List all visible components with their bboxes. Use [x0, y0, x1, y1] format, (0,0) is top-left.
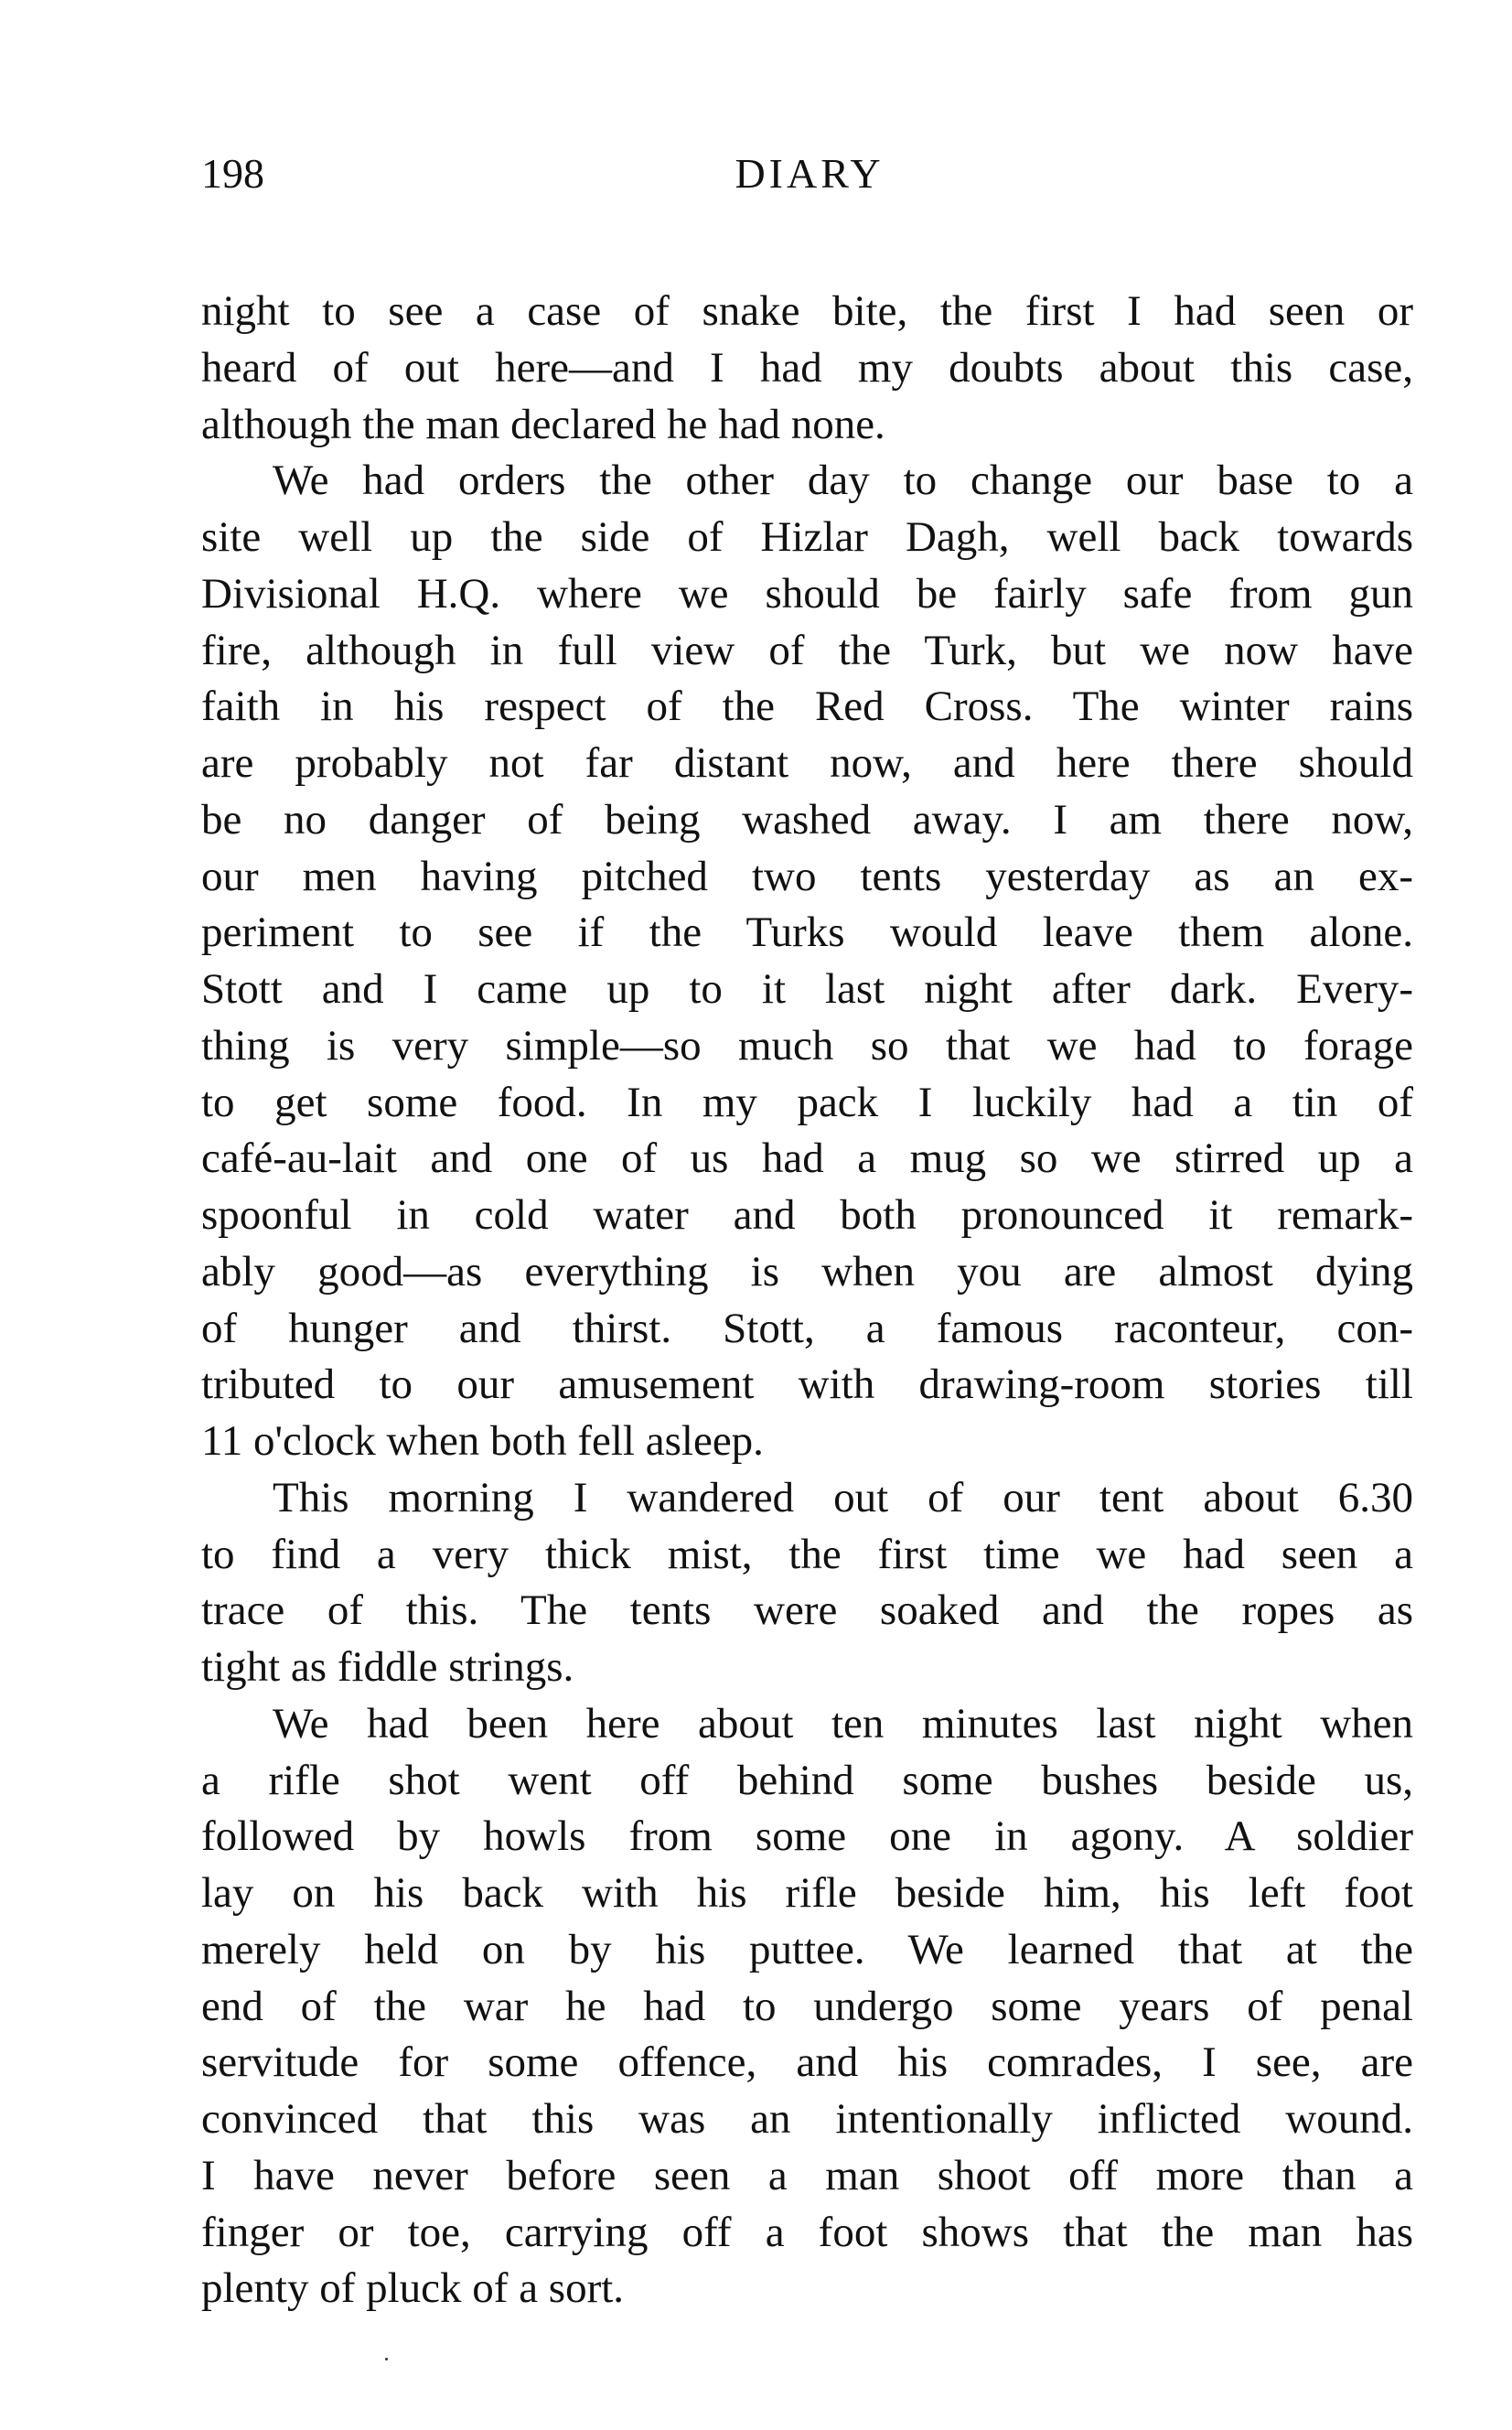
- text-line: heard of out here—and I had my doubts about this case,: [201, 343, 1413, 392]
- text-line: although the man declared he had none.: [201, 400, 885, 448]
- text-line: servitude for some offence, and his comrades, I see, are: [201, 2038, 1413, 2087]
- text-line: finger or toe, carrying off a foot shows that the man has: [201, 2208, 1413, 2256]
- text-line: tributed to our amusement with drawing-room stories till: [201, 1360, 1413, 1409]
- text-line: thing is very simple—so much so that we had to forage: [201, 1021, 1413, 1070]
- text-line: tight as fiddle strings.: [201, 1643, 574, 1691]
- text-line: are probably not far distant now, and here there should: [201, 739, 1413, 787]
- text-line: plenty of pluck of a sort.: [201, 2264, 625, 2313]
- text-line: spoonful in cold water and both pronounced it remark-: [201, 1191, 1413, 1239]
- text-line: Stott and I came up to it last night after dark. Every-: [201, 965, 1413, 1013]
- text-line: café-au-lait and one of us had a mug so we stirred up a: [201, 1134, 1413, 1183]
- text-line: night to see a case of snake bite, the first I had seen or: [201, 287, 1413, 335]
- text-line: convinced that this was an intentionally inflicted wound.: [201, 2095, 1413, 2143]
- text-line: followed by howls from some one in agony. A soldier: [201, 1812, 1413, 1861]
- page-number: 198: [201, 150, 264, 197]
- running-title: DIARY: [735, 150, 885, 197]
- text-line: We had been here about ten minutes last night when: [273, 1699, 1413, 1747]
- text-line: to get some food. In my pack I luckily had a tin of: [201, 1078, 1413, 1126]
- text-line: of hunger and thirst. Stott, a famous raconteur, con-: [201, 1304, 1413, 1352]
- text-line: trace of this. The tents were soaked and the ropes as: [201, 1586, 1413, 1635]
- text-line: ably good—as everything is when you are almost dying: [201, 1247, 1413, 1296]
- text-line: I have never before seen a man shoot off more than a: [201, 2151, 1413, 2199]
- text-line: to find a very thick mist, the first time we had seen a: [201, 1530, 1413, 1578]
- text-line: end of the war he had to undergo some years of penal: [201, 1982, 1413, 2030]
- text-line: merely held on by his puttee. We learned that at the: [201, 1925, 1413, 1973]
- text-line: lay on his back with his rifle beside him, his left foot: [201, 1869, 1413, 1917]
- text-line: We had orders the other day to change our base to a: [273, 457, 1413, 505]
- text-line: periment to see if the Turks would leave them alone.: [201, 909, 1413, 957]
- text-line: Divisional H.Q. where we should be fairly safe from gun: [201, 569, 1413, 618]
- text-line: a rifle shot went off behind some bushes beside us,: [201, 1756, 1413, 1804]
- text-line: This morning I wandered out of our tent about 6.30: [273, 1473, 1413, 1521]
- page-body: [201, 284, 1413, 2317]
- text-line: faith in his respect of the Red Cross. The winter rains: [201, 683, 1413, 731]
- text-line: site well up the side of Hizlar Dagh, well back towards: [201, 513, 1413, 561]
- text-line: be no danger of being washed away. I am there now,: [201, 795, 1413, 844]
- text-line: our men having pitched two tents yesterday as an ex-: [201, 852, 1413, 900]
- print-speck: [385, 2358, 388, 2360]
- text-line: 11 o'clock when both fell asleep.: [201, 1417, 764, 1465]
- text-line: fire, although in full view of the Turk, but we now have: [201, 626, 1413, 674]
